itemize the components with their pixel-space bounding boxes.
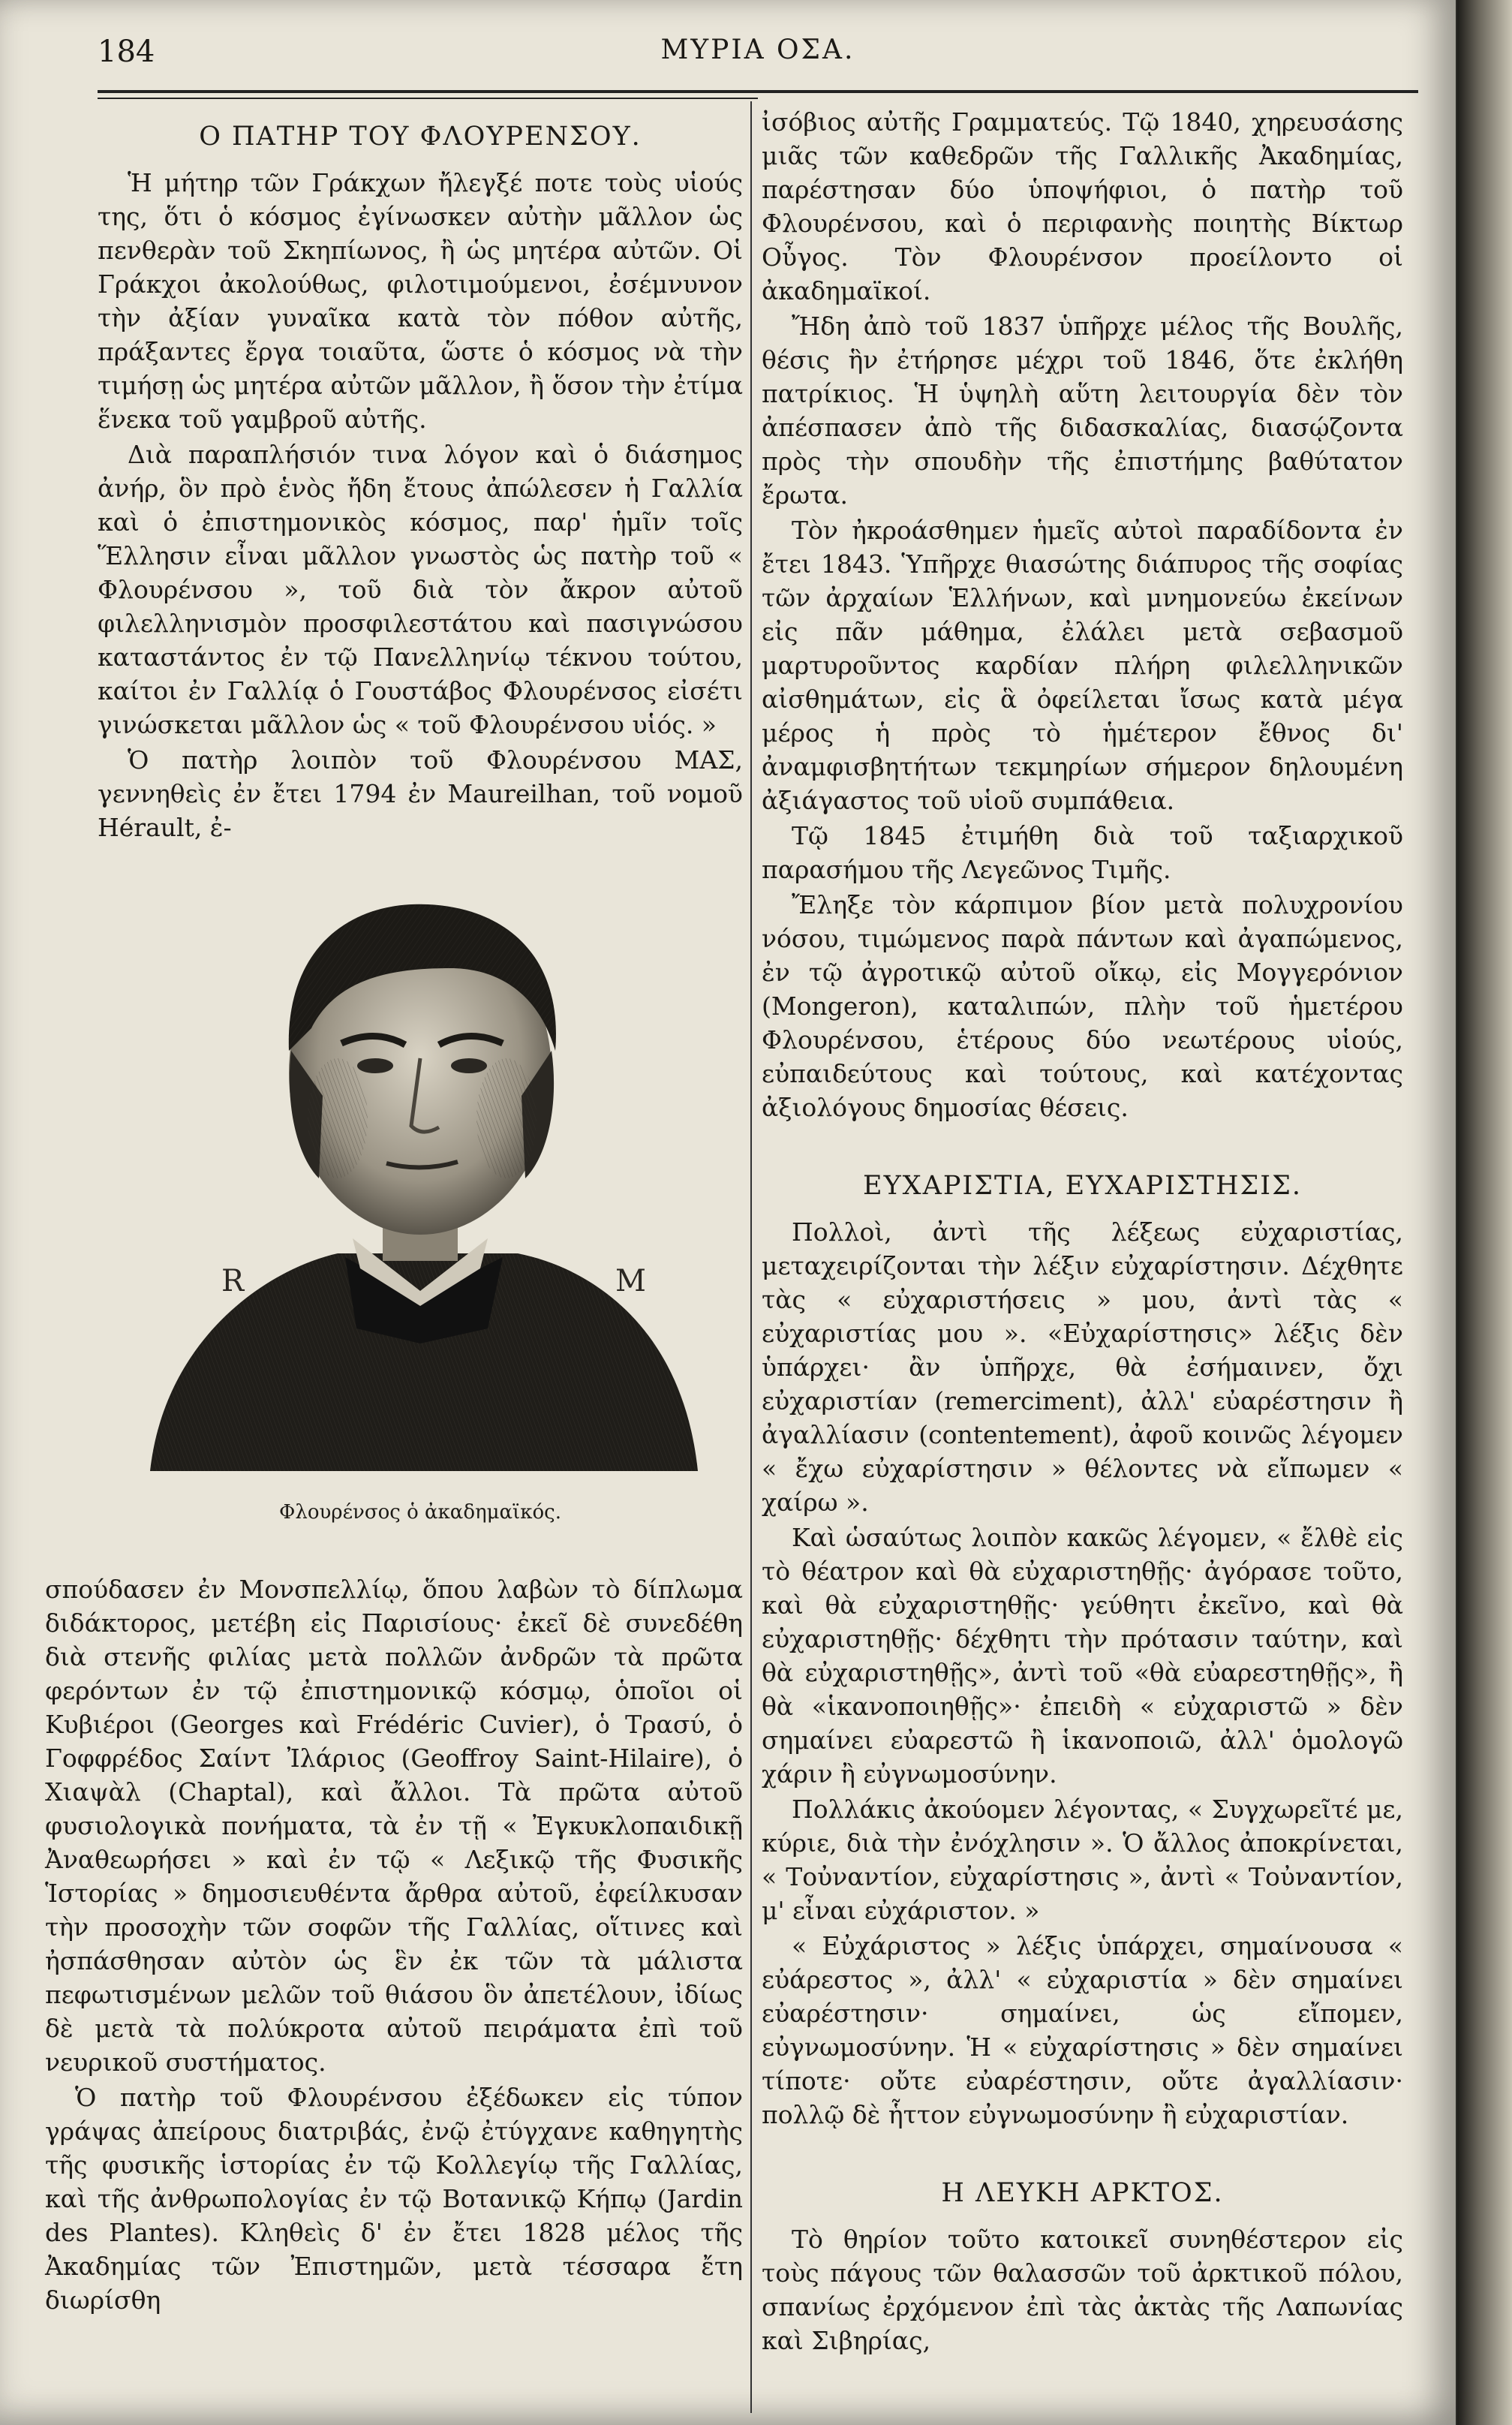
paragraph: Διὰ παραπλήσιόν τινα λόγον καὶ ὁ διάσημος ἀνήρ, ὃν πρὸ ἑνὸς ἤδη ἔτους ἀπώλεσεν ἡ Γαλλία καὶ ὁ ἐπιστημονικὸς κόσμος, παρ' ἡμῖν τοῖς Ἕλλησιν εἶναι μᾶλλον γνωστὸς ὡς πατὴρ τοῦ « Φλουρένσου », τοῦ διὰ τὸν ἄκρον αὐτοῦ φιλελληνισμὸν προσφιλεστάτου καὶ πασιγνώσου καταστάντος ἐν τῷ Πανελληνίῳ τέκνου τούτου, καίτοι ἐν Γαλλίᾳ ὁ Γουστάβος Φλουρένσος εἰσέτι γινώσκεται μᾶλλον ὡς « τοῦ Φλουρένσου υἱός. » <box>98 440 743 739</box>
paragraph: Ἤδη ἀπὸ τοῦ 1837 ὑπῆρχε μέλος τῆς Βουλῆς, θέσις ἣν ἐτήρησε μέχρι τοῦ 1846, ὅτε ἐκλήθη πατρίκιος. Ἡ ὑψηλὴ αὕτη λειτουργία δὲν τὸν ἀπέσπασεν ἀπὸ τῆς διδασκαλίας, διασῴζοντα πρὸς τὴν σπουδὴν τῆς ἐπιστήμης βαθύτατον ἔρωτα. <box>762 311 1403 510</box>
adjacent-page-edge <box>1457 0 1512 2425</box>
paragraph: Τὸ θηρίον τοῦτο κατοικεῖ συνηθέστερον εἰς τοὺς πάγους τῶν θαλασσῶν τοῦ ἀρκτικοῦ πόλου, σπανίως ἐρχόμενον ἐπὶ τὰς ἀκτὰς τῆς Λαπωνίας καὶ Σιβηρίας, <box>762 2225 1403 2355</box>
paragraph: Τὸν ἠκροάσθημεν ἡμεῖς αὐτοὶ παραδίδοντα ἐν ἔτει 1843. Ὑπῆρχε θιασώτης διάπυρος τῆς σοφίας τῶν ἀρχαίων Ἑλλήνων, καὶ μνημονεύω ἐκείνων εἰς πᾶν μάθημα, ἐλάλει μετὰ σεβασμοῦ μαρτυροῦντος καρδίαν πλήρη φιλελληνικῶν αἰσθημάτων, εἰς ἃ ὀφείλεται ἴσως κατὰ μέγα μέρος ἡ πρὸς τὸ ἡμέτερον ἔθνος δι' ἀναμφισβητήτων τεκμηρίων σήμερον δηλουμένη ἀξιάγαστος τοῦ υἱοῦ συμπάθεια. <box>762 516 1403 815</box>
portrait-caption: Φλουρένσος ὁ ἀκαδημαϊκός. <box>279 1501 561 1524</box>
left-column-top <box>98 120 743 846</box>
header-rule-secondary <box>98 98 758 99</box>
right-column <box>762 105 1403 2359</box>
header-rule <box>98 90 1418 93</box>
paragraph: Τῷ 1845 ἐτιμήθη διὰ τοῦ ταξιαρχικοῦ παρασήμου τῆς Λεγεῶνος Τιμῆς. <box>762 821 1403 884</box>
left-column-bottom <box>45 1572 743 2318</box>
page-number: 184 <box>98 35 155 69</box>
paragraph: ἰσόβιος αὐτῆς Γραμματεύς. Τῷ 1840, χηρευσάσης μιᾶς τῶν καθεδρῶν τῆς Γαλλικῆς Ἀκαδημίας, παρέστησαν δύο ὑποψήφιοι, ὁ πατὴρ τοῦ Φλουρένσου, καὶ ὁ περιφανὴς ποιητὴς Βίκτωρ Οὖγος. Τὸν Φλουρένσον προείλοντο οἱ ἀκαδημαϊκοί. <box>762 107 1403 305</box>
svg-text:M: M <box>615 1264 646 1298</box>
column-divider <box>750 101 752 2413</box>
article-title-thanks: ΕΥΧΑΡΙΣΤΙΑ, ΕΥΧΑΡΙΣΤΗΣΙΣ. <box>863 1171 1302 1201</box>
portrait-engraving <box>98 848 743 1471</box>
paragraph: Πολλοὶ, ἀντὶ τῆς λέξεως εὐχαριστίας, μεταχειρίζονται τὴν λέξιν εὐχαρίστησιν. Δέχθητε τὰς « εὐχαριστήσεις » μου, ἀντὶ τὰς « εὐχαριστίας μου ». «Εὐχαρίστησις» λέξις δὲν ὑπάρχει· ἂν ὑπῆρχε, θὰ ἐσήμαινεν, ὄχι εὐχαριστίαν (remerciment), ἀλλ' εὐαρέστησιν ἢ ἀγαλλίασιν (contentement), ἀφοῦ κοινῶς λέγομεν « ἔχω εὐχαρίστησιν » θέλοντες νὰ εἴπωμεν « χαίρω ». <box>762 1217 1403 1517</box>
article-title-polar-bear: Η ΛΕΥΚΗ ΑΡΚΤΟΣ. <box>941 2178 1224 2208</box>
paragraph: Ἡ μήτηρ τῶν Γράκχων ἤλεγξέ ποτε τοὺς υἱούς της, ὅτι ὁ κόσμος ἐγίνωσκεν αὐτὴν μᾶλλον ὡς πενθερὰν τοῦ Σκηπίωνος, ἢ ὡς μητέρα αὐτῶν. Οἱ Γράκχοι ἀκολούθως, φιλοτιμούμενοι, ἐσέμνυνον τὴν ἀξίαν γυναῖκα κατὰ τὸν πόθον αὐτῆς, πράξαντες ἔργα τοιαῦτα, ὥστε ὁ κόσμος νὰ τὴν τιμήσῃ ὡς μητέρα αὐτῶν μᾶλλον, ἢ ὅσον τὴν ἐτίμα ἕνεκα τοῦ γαμβροῦ αὐτῆς. <box>98 168 743 434</box>
running-title: ΜΥΡΙΑ ΟΣΑ. <box>660 35 855 65</box>
paragraph: Ἔληξε τὸν κάρπιμον βίον μετὰ πολυχρονίου νόσου, τιμώμενος παρὰ πάντων καὶ ἀγαπώμενος, ἐν τῷ ἀγροτικῷ αὐτοῦ οἴκῳ, εἰς Μογγερόνιον (Mongeron), καταλιπών, πλὴν τοῦ ἡμετέρου Φλουρένσου, ἑτέρους δύο νεωτέρους υἱούς, εὐπαιδεύτους καὶ τούτους, καὶ κατέχοντας ἀξιολόγους δημοσίας θέσεις. <box>762 890 1403 1122</box>
article-title-father-of-flourens: Ο ΠΑΤΗΡ ΤΟΥ ΦΛΟΥΡΕΝΣΟΥ. <box>199 122 642 152</box>
svg-text:R: R <box>221 1264 245 1298</box>
paragraph: Καὶ ὡσαύτως λοιπὸν κακῶς λέγομεν, « ἔλθὲ εἰς τὸ θέατρον καὶ θὰ εὐχαριστηθῇς· ἀγόρασε τοῦτο, καὶ θὰ εὐχαριστηθῇς· γεύθητι ἐκεῖνο, καὶ θὰ εὐχαριστηθῇς· δέχθητι τὴν πρότασιν ταύτην, καὶ θὰ εὐχαριστηθῇς», ἀντὶ τοῦ «θὰ εὐαρεστηθῇς», ἢ θὰ «ἱκανοποιηθῇς»· ἐπειδὴ « εὐχαριστῶ » δὲν σημαίνει εὐαρεστῶ ἢ ἱκανοποιῶ, ἀλλ' ὁμολογῶ χάριν ἢ εὐγνωμοσύνην. <box>762 1523 1403 1789</box>
paragraph: « Εὐχάριστος » λέξις ὑπάρχει, σημαίνουσα « εὐάρεστος », ἀλλ' « εὐχαριστία » δὲν σημαίνει εὐαρέστησιν· σημαίνει, ὡς εἴπομεν, εὐγνωμοσύνην. Ἡ « εὐχαρίστησις » δὲν σημαίνει τίποτε· οὔτε εὐαρέστησιν, οὔτε ἀγαλλίασιν· πολλῷ δὲ ἧττον εὐγνωμοσύνην ἢ εὐχαριστίαν. <box>762 1931 1403 2129</box>
paragraph: Ὁ πατὴρ λοιπὸν τοῦ Φλουρένσου ΜΑΣ, γεννηθεὶς ἐν ἔτει 1794 ἐν Maureilhan, τοῦ νομοῦ Hérault, ἐ- <box>98 745 743 842</box>
paragraph: Πολλάκις ἀκούομεν λέγοντας, « Συγχωρεῖτέ με, κύριε, διὰ τὴν ἐνόχλησιν ». Ὁ ἄλλος ἀποκρίνεται, « Τοὐναντίον, εὐχαρίστησις », ἀντὶ « Τοὐναντίον, μ' εἶναι εὐχάριστον. » <box>762 1795 1403 1925</box>
paragraph: σπούδασεν ἐν Μονσπελλίῳ, ὅπου λαβὼν τὸ δίπλωμα διδάκτορος, μετέβη εἰς Παρισίους· ἐκεῖ δὲ συνεδέθη διὰ στενῆς φιλίας μετὰ πολλῶν ἀνδρῶν τὰ πρῶτα φερόντων ἐν τῷ ἐπιστημονικῷ κόσμῳ, ὁποῖοι οἱ Κυβιέροι (Georges καὶ Frédéric Cuvier), ὁ Τρασύ, ὁ Γοφφρέδος Σαίντ Ἰλάριος (Geoffroy Saint-Hilaire), ὁ Χιαψὰλ (Chaptal), καὶ ἄλλοι. Τὰ πρῶτα αὐτοῦ φυσιολογικὰ πονήματα, τὰ ἐν τῇ « Ἐγκυκλοπαιδικῇ Ἀναθεωρήσει » καὶ ἐν τῷ « Λεξικῷ τῆς Φυσικῆς Ἱστορίας » δημοσιευθέντα ἄρθρα αὐτοῦ, ἐφείλκυσαν τὴν προσοχὴν τῶν σοφῶν τῆς Γαλλίας, οἵτινες καὶ ἠσπάσθησαν αὐτὸν ὡς ἓν ἐκ τῶν τὰ μάλιστα πεφωτισμένων μελῶν τοῦ θιάσου ὃν ἀπετέλουν, ἰδίως δὲ μετὰ τὰ πολύκροτα αὐτοῦ πειράματα ἐπὶ τοῦ νευρικοῦ συστήματος. <box>45 1575 743 2077</box>
page-header <box>98 30 1418 83</box>
paragraph: Ὁ πατὴρ τοῦ Φλουρένσου ἐξέδωκεν εἰς τύπον γράψας ἀπείρους διατριβάς, ἐνῷ ἐτύγχανε καθηγητὴς τῆς φυσικῆς ἱστορίας ἐν τῷ Κολλεγίῳ τῆς Γαλλίας, καὶ τῆς ἀνθρωπολογίας ἐν τῷ Βοτανικῷ Κήπῳ (Jardin des Plantes). Κληθεὶς δ' ἐν ἔτει 1828 μέλος τῆς Ἀκαδημίας τῶν Ἐπιστημῶν, μετὰ τέσσαρα ἔτη διωρίσθη <box>45 2083 743 2315</box>
